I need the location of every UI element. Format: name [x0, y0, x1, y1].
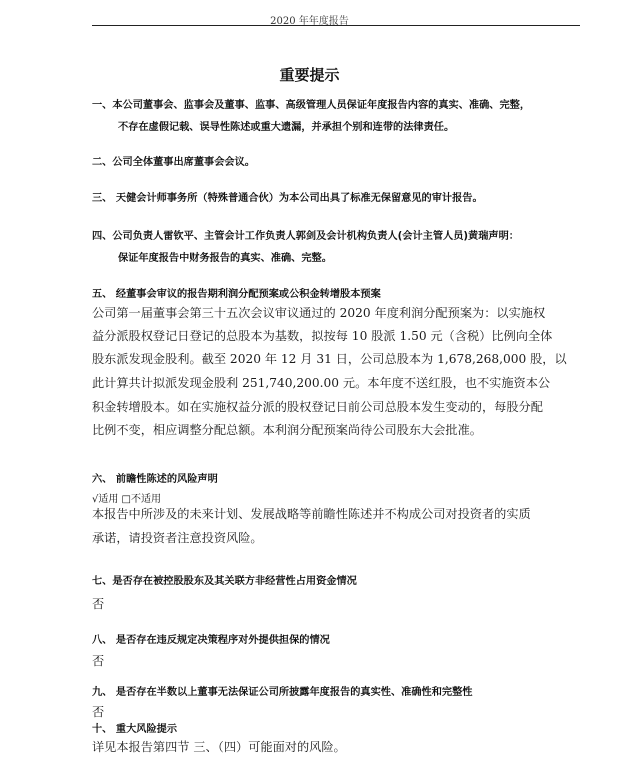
page-title: 重要提示: [279, 66, 340, 84]
section-4-line-2: 保证年度报告中财务报告的真实、准确、完整。: [118, 253, 332, 264]
section-7-heading: 七、是否存在被控股股东及其关联方非经营性占用资金情况: [92, 576, 357, 587]
section-9-answer: 否: [92, 705, 105, 719]
section-5-para-line: 积金转增股本。如在实施权益分派的股权登记日前公司总股本发生变动的，每股分配: [92, 400, 543, 414]
section-6-para-line: 承诺，请投资者注意投资风险。: [92, 531, 263, 545]
section-6-para-line: 本报告中所涉及的未来计划、发展战略等前瞻性陈述并不构成公司对投资者的实质: [92, 507, 531, 521]
section-5-para-line: 股东派发现金股利。截至 2020 年 12 月 31 日，公司总股本为 1,678,268,000 股，以: [92, 352, 567, 366]
running-header: 2020 年年度报告: [270, 16, 349, 27]
section-1-line-1: 一、本公司董事会、监事会及董事、监事、高级管理人员保证年度报告内容的真实、准确、完整，: [92, 100, 531, 111]
section-7-answer: 否: [92, 597, 105, 611]
section-4-line-1: 四、公司负责人雷钦平、主管会计工作负责人郭剑及会计机构负责人(会计主管人员)黄瑞声明：: [92, 231, 519, 242]
section-3-line: 三、 天健会计师事务所（特殊普通合伙）为本公司出具了标准无保留意见的审计报告。: [92, 193, 483, 204]
section-10-heading: 十、 重大风险提示: [92, 724, 178, 735]
section-5-para-line: 比例不变，相应调整分配总额。本利润分配预案尚待公司股东大会批准。: [92, 423, 482, 437]
section-8-answer: 否: [92, 654, 105, 668]
applicable-checkbox-status: √适用 □不适用: [92, 494, 161, 505]
section-2-line: 二、公司全体董事出席董事会会议。: [92, 157, 255, 168]
section-5-para-line: 益分派股权登记日登记的总股本为基数，拟按每 10 股派 1.50 元（含税）比例向全体: [92, 329, 553, 343]
section-6-heading: 六、 前瞻性陈述的风险声明: [92, 474, 218, 485]
section-10-body: 详见本报告第四节 三、（四）可能面对的风险。: [92, 740, 346, 754]
section-9-heading: 九、 是否存在半数以上董事无法保证公司所披露年度报告的真实性、准确性和完整性: [92, 687, 473, 698]
header-divider: [92, 25, 580, 26]
section-5-para-line: 公司第一届董事会第三十五次会议审议通过的 2020 年度利润分配预案为：以实施权: [92, 306, 546, 320]
section-5-heading: 五、 经董事会审议的报告期利润分配预案或公积金转增股本预案: [92, 289, 381, 300]
section-5-para-line: 此计算共计拟派发现金股利 251,740,200.00 元。本年度不送红股，也不实施资本公: [92, 376, 551, 390]
section-8-heading: 八、 是否存在违反规定决策程序对外提供担保的情况: [92, 635, 330, 646]
section-1-line-2: 不存在虚假记载、误导性陈述或重大遗漏，并承担个别和连带的法律责任。: [118, 122, 455, 133]
